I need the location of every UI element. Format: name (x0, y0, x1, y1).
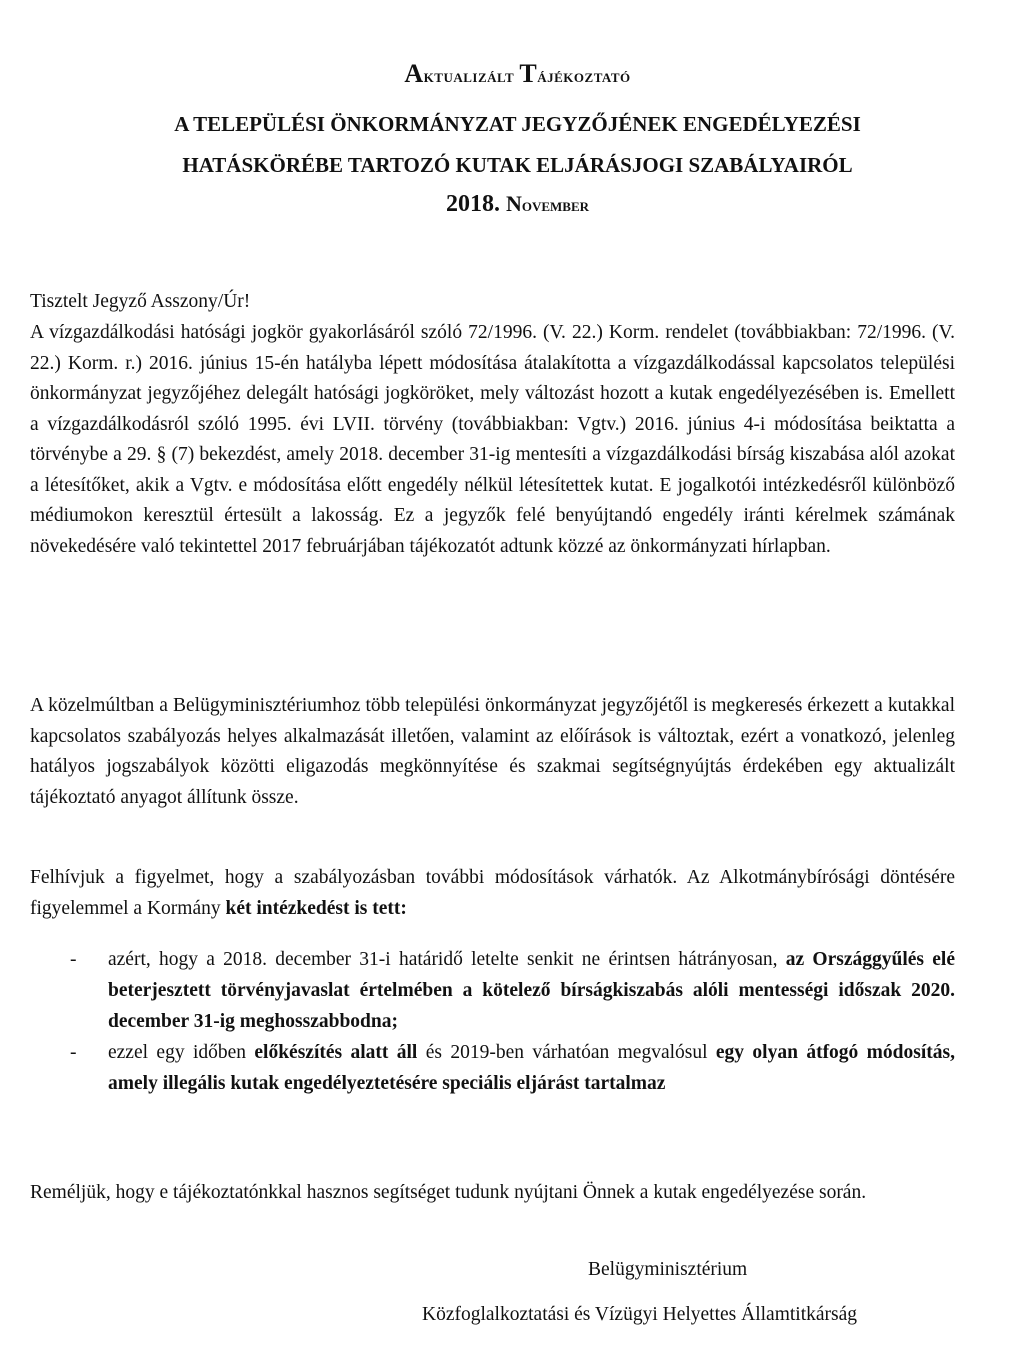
list-item-bold: az Országgyűlés elé beterjesztett törvényjavaslat értelmében a kötelező bírságkiszabás alóli mentességi időszak 2020. december 31-ig meghosszabbodna; (108, 949, 955, 1032)
document-title (0, 58, 1035, 89)
document-date (0, 190, 1035, 219)
paragraph-2: A közelmúltban a Belügyminisztériumhoz több települési önkormányzat jegyzőjétől is megkeresés érkezett a kutakkal kapcsolatos szabályozás helyes alkalmazását illetően, valamint az előírások is változtak, ezért a vonatkozó, jelenleg hatályos jogszabályok közötti eligazodás megkönnyítése és szakmai segítségnyújtás érdekében egy aktualizált tájékoztató anyagot állítunk össze. (30, 695, 955, 808)
signature-department: Közfoglalkoztatási és Vízügyi Helyettes Államtitkárság (422, 1304, 858, 1325)
list-item-text: ezzel egy időben (108, 1042, 255, 1063)
title-word-tajekoztato: ájékoztató (537, 66, 631, 87)
salutation: Tisztelt Jegyző Asszony/Úr! (30, 291, 251, 312)
measures-list (30, 944, 955, 1099)
paragraph-3-bold: két intézkedést is tett: (225, 897, 407, 919)
list-item (30, 944, 955, 1037)
list-item-bold: előkészítés alatt áll (254, 1042, 418, 1063)
paragraph-3 (30, 863, 955, 924)
paragraph-3-text: Felhívjuk a figyelmet, hogy a szabályozásban további módosítások várhatók. Az Alkotmánybírósági döntésére figyelemmel a Kormány (30, 867, 955, 919)
date-year: 2018. (445, 191, 506, 217)
title-initial-t: T (519, 59, 538, 88)
signature-ministry: Belügyminisztérium (588, 1259, 748, 1280)
list-item-text: és 2019-ben várhatóan megvalósul (417, 1042, 716, 1063)
date-month-rest: ovember (521, 195, 590, 215)
list-item-bold: egy olyan átfogó módosítás, amely illegális kutak engedélyeztetésére speciális eljárást tartalmaz (108, 1042, 955, 1094)
paragraph-4: Reméljük, hogy e tájékoztatónkkal hasznos segítséget tudunk nyújtani Önnek a kutak engedélyezése során. (30, 1182, 867, 1203)
list-item-text: azért, hogy a 2018. december 31-i határidő letelte senkit ne érintsen hátrányosan, (108, 949, 786, 970)
list-item (30, 1037, 955, 1099)
date-month-initial: N (505, 191, 522, 216)
subtitle-line-1: A TELEPÜLÉSI ÖNKORMÁNYZAT JEGYZŐJÉNEK ENGEDÉLYEZÉSI (174, 112, 861, 136)
title-initial-a: A (404, 59, 424, 88)
subtitle-line-2: HATÁSKÖRÉBE TARTOZÓ KUTAK ELJÁRÁSJOGI SZABÁLYAIRÓL (182, 153, 853, 177)
title-word-aktualizalt: ktualizált (423, 66, 520, 87)
list-dash: - (70, 949, 77, 970)
paragraph-1: A vízgazdálkodási hatósági jogkör gyakorlásáról szóló 72/1996. (V. 22.) Korm. rendelet (továbbiakban: 72/1996. (V. 22.) Korm. r.) 2016. június 15-én hatályba lépett módosítása átalakította a vízgazdálkodással kapcsolatos települési önkormányzat jegyzőjéhez delegált hatósági jogköröket, mely változást hozott a kutak engedélyezésében is. Emellett a vízgazdálkodásról szóló 1995. évi LVII. törvény (továbbiakban: Vgtv.) 2016. június 4-i módosítása beiktatta a törvénybe a 29. § (7) bekezdést, amely 2018. december 31-ig mentesíti a vízgazdálkodási bírság kiszabása alól azokat a létesítőket, akik a Vgtv. e módosítása előtt engedély nélkül létesítettek kutat. E jogalkotói intézkedésről különböző médiumokon keresztül értesült a lakosság. Ez a jegyzők felé benyújtandó engedély iránti kérelmek számának növekedésére való tekintettel 2017 februárjában tájékozatót adtunk közzé az önkormányzati hírlapban. (30, 322, 955, 557)
list-dash: - (70, 1042, 77, 1063)
